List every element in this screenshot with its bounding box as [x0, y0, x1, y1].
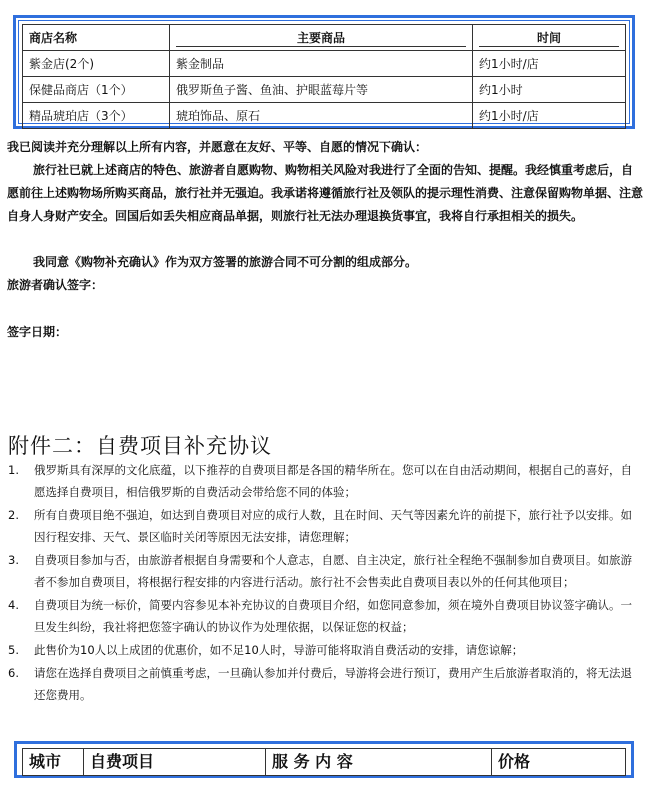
fee-header-price: 价格	[498, 752, 531, 771]
list-item	[8, 662, 642, 706]
table-row	[23, 77, 626, 103]
shop-table-frame	[13, 15, 635, 129]
list-item	[8, 639, 642, 661]
table-row	[23, 103, 626, 129]
list-item	[8, 504, 642, 548]
fee-header-city: 城市	[23, 749, 84, 775]
fee-table-header-row	[22, 748, 626, 776]
list-item	[8, 594, 642, 638]
list-item-text: 俄罗斯具有深厚的文化底蕴，以下推荐的自费项目都是各国的精华所在。您可以在自由活动期间，根据自己的喜好，自愿选择自费项目，相信俄罗斯的自费活动会带给您不同的体验；	[34, 463, 632, 499]
shop-name-cell: 紫金店(2个)	[23, 51, 170, 77]
shop-header-goods	[170, 25, 473, 51]
list-item-number: 6.	[8, 666, 19, 680]
confirm-paragraph-2: 我同意《购物补充确认》作为双方签署的旅游合同不可分割的组成部分。	[33, 255, 418, 269]
list-item-text: 请您在选择自费项目之前慎重考虑，一旦确认参加并付费后，导游将会进行预订，费用产生后旅游者取消的，将无法退还您费用。	[34, 666, 632, 702]
list-item-number: 2.	[8, 508, 19, 522]
list-item-number: 1.	[8, 463, 19, 477]
shop-time-cell: 约1小时	[473, 77, 626, 103]
sign-label: 旅游者确认签字：	[7, 278, 104, 292]
shop-table	[22, 24, 626, 129]
list-item-number: 4.	[8, 598, 19, 612]
list-item-number: 3.	[8, 553, 19, 567]
shop-name-cell: 精品琥珀店（3个）	[23, 103, 170, 129]
list-item-text: 自费项目参加与否，由旅游者根据自身需要和个人意志，自愿、自主决定，旅行社全程绝不强制参加自费项目。如旅游者不参加自费项目，将根据行程安排的内容进行活动。旅行社不会售卖此自费项目表以外的任何其他项目；	[34, 553, 632, 589]
confirm-intro: 我已阅读并充分理解以上所有内容，并愿意在友好、平等、自愿的情况下确认：	[7, 140, 428, 154]
shop-header-goods-label: 主要商品	[176, 29, 466, 47]
shop-header-time	[473, 25, 626, 51]
shop-header-name: 商店名称	[23, 25, 170, 51]
fee-header-service: 服 务 内 容	[266, 749, 492, 775]
annex-item-list	[8, 459, 642, 707]
shop-goods-cell: 俄罗斯鱼子酱、鱼油、护眼蓝莓片等	[170, 77, 473, 103]
shop-table-inner-border	[18, 20, 630, 124]
shop-goods-cell: 琥珀饰品、原石	[170, 103, 473, 129]
list-item	[8, 459, 642, 503]
date-label: 签字日期：	[7, 325, 68, 339]
list-item-text: 自费项目为统一标价，简要内容参见本补充协议的自费项目介绍，如您同意参加，须在境外自费项目协议签字确认。一旦发生纠纷，我社将把您签字确认的协议作为处理依据，以保证您的权益；	[34, 598, 632, 634]
list-item-text: 所有自费项目绝不强迫，如达到自费项目对应的成行人数，且在时间、天气等因素允许的前提下，旅行社予以安排。如因行程安排、天气、景区临时关闭等原因无法安排，请您理解；	[34, 508, 632, 544]
list-item-text: 此售价为10人以上成团的优惠价，如不足10人时，导游可能将取消自费活动的安排，请您谅解；	[34, 643, 524, 657]
fee-table-frame	[14, 741, 634, 778]
shop-time-cell: 约1小时/店	[473, 103, 626, 129]
shop-header-time-label: 时间	[479, 29, 619, 47]
fee-header-item: 自费项目	[84, 749, 266, 775]
shop-time-cell: 约1小时/店	[473, 51, 626, 77]
shop-table-header-row	[23, 25, 626, 51]
list-item	[8, 549, 642, 593]
shop-goods-cell: 紫金制品	[170, 51, 473, 77]
table-row	[23, 51, 626, 77]
confirm-paragraph-1: 旅行社已就上述商店的特色、旅游者自愿购物、购物相关风险对我进行了全面的告知、提醒。我经慎重考虑后，自愿前往上述购物场所购买商品，旅行社并无强迫。我承诺将遵循旅行社及领队的提示理性消费、注意保留购物单据、注意自身人身财产安全。回国后如丢失相应商品单据，则旅行社无法办理退换货事宜，我将自行承担相关的损失。	[7, 163, 644, 223]
list-item-number: 5.	[8, 643, 19, 657]
shop-name-cell: 保健品商店（1个）	[23, 77, 170, 103]
annex-title: 附件二：自费项目补充协议	[8, 434, 272, 458]
